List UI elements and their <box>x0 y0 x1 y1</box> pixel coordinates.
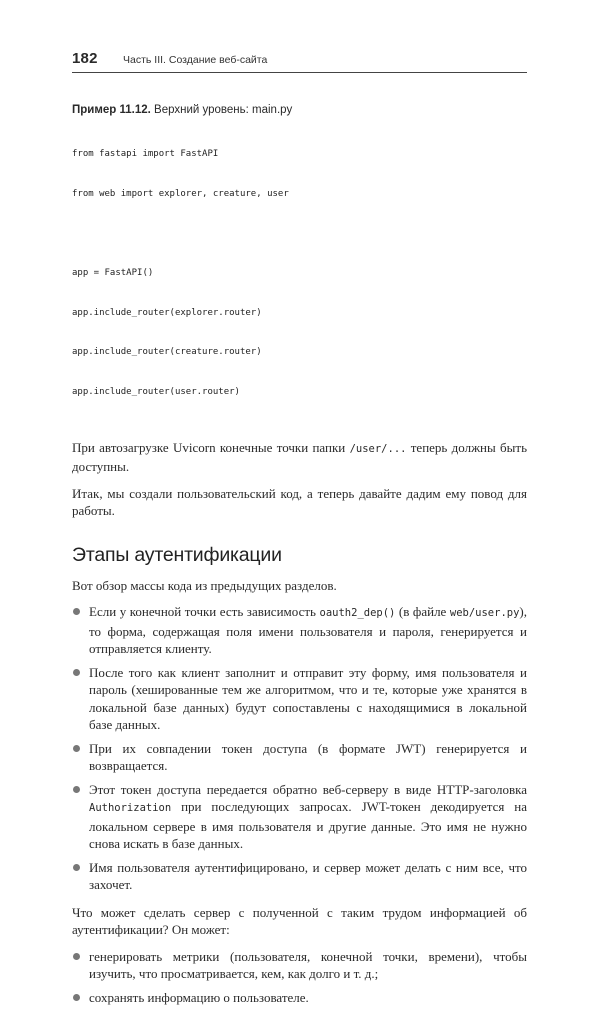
list-item-text: при последующих запросах. JWT-токен декодируется на локальном сервере в имя пользователя и другие данные. Это имя не нужно снова искать в базе данных. <box>89 799 527 852</box>
section-heading: Этапы аутентификации <box>72 543 282 566</box>
list-item-text: сохранять информацию о пользователе. <box>89 989 309 1005</box>
paragraph-summary: Итак, мы создали пользовательский код, а теперь давайте дадим ему повод для работы. <box>72 485 527 519</box>
list-item-text: (в файле <box>395 604 450 620</box>
list-item-text: ), то форма, содержащая поля имени пользователя и пароля, генерируется и отправляется клиенту. <box>89 604 528 657</box>
inline-code: oauth2_dep() <box>319 607 396 620</box>
code-line <box>72 228 527 241</box>
code-line: app.include_router(explorer.router) <box>72 307 262 318</box>
list-item-text: Этот токен доступа передается обратно веб-серверу в виде HTTP-заголовка <box>89 781 527 797</box>
inline-code: Authorization <box>89 802 172 815</box>
question-paragraph: Что может сделать сервер с полученной с таким трудом информацией об аутентификации? Он может: <box>72 904 527 938</box>
list-item <box>72 989 527 1007</box>
bullet-dot-icon <box>73 953 80 960</box>
listing-label: Пример 11.12. <box>72 104 151 116</box>
code-line: from fastapi import FastAPI <box>72 149 219 160</box>
list-item <box>72 664 527 734</box>
paragraph-text: теперь должны быть доступны. <box>72 439 527 475</box>
code-listing <box>72 122 527 426</box>
bullet-dot-icon <box>73 745 80 752</box>
bullet-dot-icon <box>73 864 80 871</box>
code-line: app.include_router(user.router) <box>72 386 240 397</box>
auth-steps-list <box>72 603 527 894</box>
inline-code: /user/... <box>349 442 407 455</box>
list-item <box>72 781 527 853</box>
list-item-text: Имя пользователя аутентифицировано, и сервер может делать с ним все, что захочет. <box>89 859 527 893</box>
server-capabilities-list <box>72 948 527 1007</box>
code-line: from web import explorer, creature, user <box>72 189 289 199</box>
list-item-text: После того как клиент заполнит и отправит эту форму, имя пользователя и пароль (хешированные тем же алгоритмом, что и те, которые уже хранятся в локальной базе данных) будут сопоставлены с находящимися в локальной базе данных. <box>89 664 527 733</box>
section-intro: Вот обзор массы кода из предыдущих разделов. <box>72 577 337 593</box>
bullet-dot-icon <box>73 608 80 615</box>
list-item-text: генерировать метрики (пользователя, конечной точки, времени), чтобы изучить, что просматривается, кем, как долго и т. д.; <box>89 948 527 982</box>
bullet-dot-icon <box>73 786 80 793</box>
page-header <box>72 50 527 73</box>
list-item <box>72 603 527 658</box>
paragraph-uvicorn <box>72 439 527 476</box>
page-content <box>72 104 527 1016</box>
bullet-dot-icon <box>73 669 80 676</box>
list-item <box>72 859 527 894</box>
paragraph-text: При автозагрузке Uvicorn конечные точки папки <box>72 439 350 455</box>
bullet-dot-icon <box>73 994 80 1001</box>
list-item <box>72 948 527 983</box>
list-item <box>72 740 527 775</box>
running-title: Часть III. Создание веб-сайта <box>123 54 268 66</box>
page-number: 182 <box>72 50 98 67</box>
inline-code: web/user.py <box>449 607 520 620</box>
list-item-text: При их совпадении токен доступа (в формате JWT) генерируется и возвращается. <box>89 740 527 774</box>
list-item-text: Если у конечной точки есть зависимость <box>89 604 320 620</box>
code-line: app = FastAPI() <box>72 268 154 279</box>
listing-caption <box>72 104 527 116</box>
code-line: app.include_router(creature.router) <box>72 347 262 358</box>
listing-title: Верхний уровень: main.py <box>154 104 293 116</box>
